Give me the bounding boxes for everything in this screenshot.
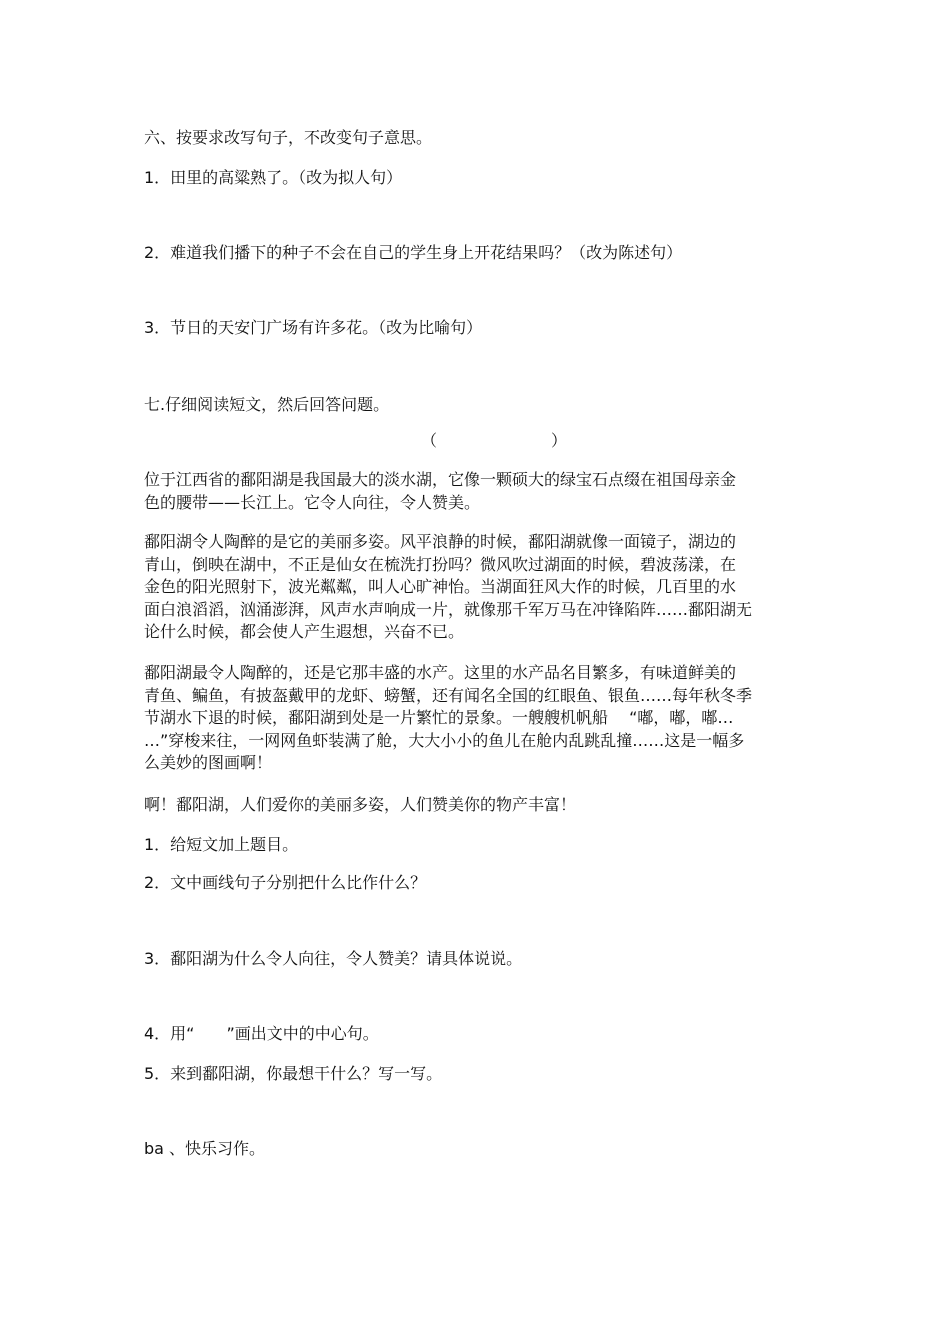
rewrite-question-1: 1．田里的高粱熟了。（改为拟人句） — [144, 168, 403, 187]
reading-question-5: 5．来到鄱阳湖，你最想干什么？写一写。 — [144, 1064, 443, 1083]
rewrite-question-2: 2．难道我们播下的种子不会在自己的学生身上开花结果吗？（改为陈述句） — [144, 243, 683, 262]
passage-paragraph-1: 位于江西省的鄱阳湖是我国最大的淡水湖，它像一颗硕大的绿宝石点缀在祖国母亲金 色的腰带——长江上。它令人向往，令人赞美。 — [144, 470, 737, 512]
reading-question-3: 3．鄱阳湖为什么令人向往，令人赞美？请具体说说。 — [144, 949, 523, 968]
reading-question-1: 1．给短文加上题目。 — [144, 835, 299, 854]
passage-paragraph-3: 鄱阳湖最令人陶醉的，还是它那丰盛的水产。这里的水产品名目繁多，有味道鲜美的 青鱼、鳊鱼，有披盔戴甲的龙虾、螃蟹，还有闻名全国的红眼鱼、银鱼……每年秋冬季 节湖水下退的时候，鄱阳湖到处是一片繁忙的景象。一艘艘机帆船 “嘟，嘟，嘟… …”穿梭来往，一网网鱼虾装满了舱，大大小小的鱼儿在舱内乱跳乱撞……这是一幅多 么美妙的图画啊！ — [144, 663, 753, 772]
passage-paragraph-2: 鄱阳湖令人陶醉的是它的美丽多姿。风平浪静的时候，鄱阳湖就像一面镜子，湖边的 青山，倒映在湖中，不正是仙女在梳洗打扮吗？微风吹过湖面的时候，碧波荡漾，在 金色的阳光照射下，波光粼粼，叫人心旷神怡。当湖面狂风大作的时候，几百里的水 面白浪滔滔，汹涌澎湃，风声水声响成一片，就像那千军万马在冲锋陷阵……鄱阳湖无 论什么时候，都会使人产生遐想，兴奋不已。 — [144, 532, 753, 641]
section-6-heading: 六、按要求改写句子，不改变句子意思。 — [144, 128, 433, 147]
passage-paragraph-4: 啊！鄱阳湖，人们爱你的美丽多姿，人们赞美你的物产丰富！ — [144, 795, 577, 814]
reading-question-4: 4．用“ ”画出文中的中心句。 — [144, 1024, 379, 1043]
section-8-heading: ba 、快乐习作。 — [144, 1139, 266, 1158]
rewrite-question-3: 3．节日的天安门广场有许多花。（改为比喻句） — [144, 318, 483, 337]
reading-question-2: 2．文中画线句子分别把什么比作什么？ — [144, 873, 427, 892]
title-open-paren: （ — [421, 431, 438, 450]
title-close-paren: ） — [551, 431, 568, 450]
section-7-heading: 七.仔细阅读短文，然后回答问题。 — [144, 395, 390, 414]
